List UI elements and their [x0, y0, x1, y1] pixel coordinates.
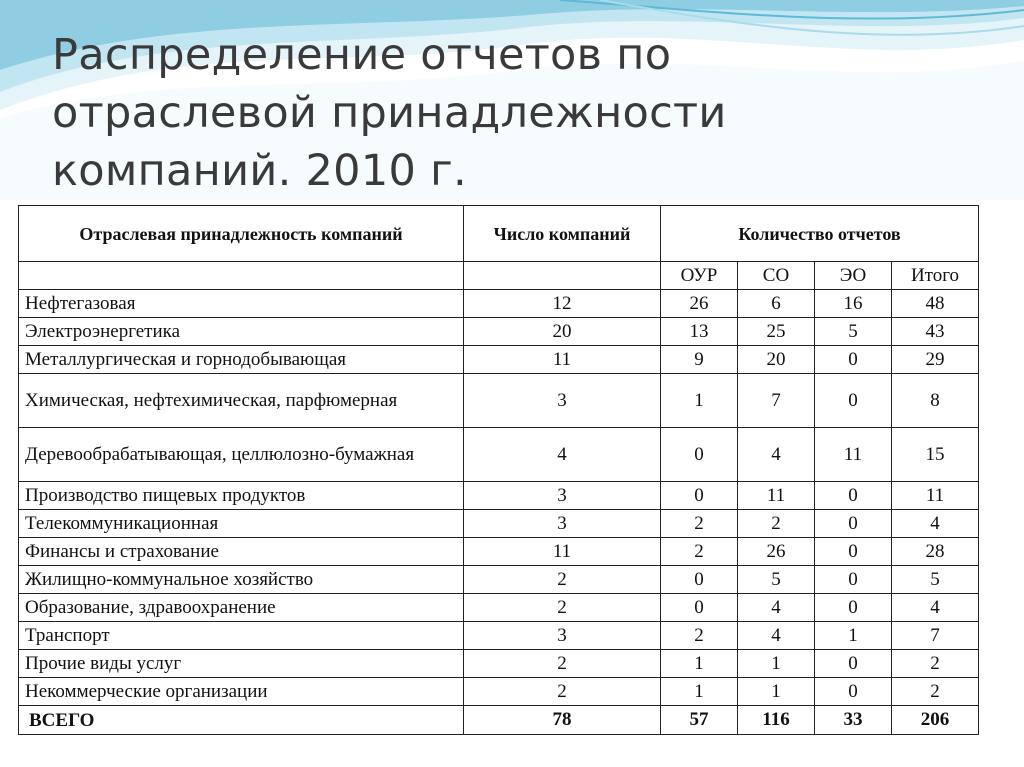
row-industry: Жилищно-коммунальное хозяйство — [19, 566, 464, 594]
row-eo: 0 — [815, 510, 892, 538]
row-industry: Телекоммуникационная — [19, 510, 464, 538]
row-so: 25 — [738, 318, 815, 346]
row-our: 1 — [661, 374, 738, 428]
table-row — [19, 318, 979, 346]
row-total: 2 — [892, 678, 979, 706]
total-companies: 78 — [464, 706, 661, 735]
row-our: 1 — [661, 650, 738, 678]
row-companies: 4 — [464, 428, 661, 482]
row-total: 5 — [892, 566, 979, 594]
row-companies: 2 — [464, 566, 661, 594]
row-total: 4 — [892, 510, 979, 538]
row-our: 26 — [661, 290, 738, 318]
table-subheader-row — [19, 262, 979, 290]
row-eo: 0 — [815, 566, 892, 594]
table-row — [19, 482, 979, 510]
title-line-1: Распределение отчетов по — [52, 30, 672, 80]
row-eo: 0 — [815, 594, 892, 622]
table-row — [19, 290, 979, 318]
row-so: 6 — [738, 290, 815, 318]
row-eo: 11 — [815, 428, 892, 482]
row-total: 28 — [892, 538, 979, 566]
row-eo: 5 — [815, 318, 892, 346]
row-companies: 3 — [464, 510, 661, 538]
table-row — [19, 566, 979, 594]
reports-table — [18, 205, 979, 735]
total-so: 116 — [738, 706, 815, 735]
row-total: 48 — [892, 290, 979, 318]
row-total: 11 — [892, 482, 979, 510]
row-so: 2 — [738, 510, 815, 538]
row-industry: Нефтегазовая — [19, 290, 464, 318]
row-our: 1 — [661, 678, 738, 706]
row-industry: Электроэнергетика — [19, 318, 464, 346]
table-row — [19, 510, 979, 538]
row-so: 1 — [738, 650, 815, 678]
row-total: 2 — [892, 650, 979, 678]
row-companies: 12 — [464, 290, 661, 318]
row-companies: 2 — [464, 594, 661, 622]
table-row — [19, 538, 979, 566]
row-industry: Финансы и страхование — [19, 538, 464, 566]
row-so: 11 — [738, 482, 815, 510]
row-our: 2 — [661, 622, 738, 650]
row-total: 29 — [892, 346, 979, 374]
row-companies: 11 — [464, 538, 661, 566]
row-industry: Образование, здравоохранение — [19, 594, 464, 622]
subheader-so: СО — [738, 262, 815, 290]
row-companies: 3 — [464, 622, 661, 650]
row-eo: 0 — [815, 678, 892, 706]
row-our: 2 — [661, 538, 738, 566]
row-our: 9 — [661, 346, 738, 374]
table-header-row — [19, 206, 979, 262]
header-industry: Отраслевая принадлежность компаний — [19, 206, 464, 262]
row-our: 0 — [661, 428, 738, 482]
row-eo: 1 — [815, 622, 892, 650]
header-companies: Число компаний — [464, 206, 661, 262]
row-companies: 2 — [464, 678, 661, 706]
subheader-empty-companies — [464, 262, 661, 290]
row-eo: 0 — [815, 538, 892, 566]
row-so: 5 — [738, 566, 815, 594]
row-companies: 11 — [464, 346, 661, 374]
table-row — [19, 374, 979, 428]
table-row — [19, 650, 979, 678]
row-so: 4 — [738, 428, 815, 482]
row-so: 1 — [738, 678, 815, 706]
row-so: 26 — [738, 538, 815, 566]
total-label: ВСЕГО — [19, 706, 464, 735]
row-industry: Некоммерческие организации — [19, 678, 464, 706]
row-industry: Химическая, нефтехимическая, парфюмерная — [19, 374, 464, 428]
row-so: 4 — [738, 594, 815, 622]
row-so: 20 — [738, 346, 815, 374]
title-line-3: компаний. 2010 г. — [52, 146, 467, 196]
table-row — [19, 428, 979, 482]
row-industry: Деревообрабатывающая, целлюлозно-бумажная — [19, 428, 464, 482]
total-eo: 33 — [815, 706, 892, 735]
row-industry: Производство пищевых продуктов — [19, 482, 464, 510]
title-line-2: отраслевой принадлежности — [52, 88, 727, 138]
row-so: 7 — [738, 374, 815, 428]
row-total: 7 — [892, 622, 979, 650]
subheader-eo: ЭО — [815, 262, 892, 290]
subheader-total: Итого — [892, 262, 979, 290]
header-reports: Количество отчетов — [661, 206, 979, 262]
table-total-row — [19, 706, 979, 735]
subheader-empty-industry — [19, 262, 464, 290]
slide-title — [52, 26, 952, 200]
row-total: 43 — [892, 318, 979, 346]
row-our: 0 — [661, 566, 738, 594]
row-industry: Металлургическая и горнодобывающая — [19, 346, 464, 374]
row-our: 0 — [661, 594, 738, 622]
table-row — [19, 678, 979, 706]
row-industry: Прочие виды услуг — [19, 650, 464, 678]
subheader-our: ОУР — [661, 262, 738, 290]
row-companies: 20 — [464, 318, 661, 346]
row-companies: 3 — [464, 482, 661, 510]
row-eo: 0 — [815, 374, 892, 428]
total-our: 57 — [661, 706, 738, 735]
table-row — [19, 594, 979, 622]
table-row — [19, 622, 979, 650]
row-our: 2 — [661, 510, 738, 538]
row-eo: 0 — [815, 346, 892, 374]
row-our: 0 — [661, 482, 738, 510]
row-total: 8 — [892, 374, 979, 428]
row-industry: Транспорт — [19, 622, 464, 650]
row-eo: 0 — [815, 482, 892, 510]
row-companies: 2 — [464, 650, 661, 678]
table-row — [19, 346, 979, 374]
row-total: 15 — [892, 428, 979, 482]
total-total: 206 — [892, 706, 979, 735]
row-our: 13 — [661, 318, 738, 346]
row-eo: 0 — [815, 650, 892, 678]
row-eo: 16 — [815, 290, 892, 318]
row-so: 4 — [738, 622, 815, 650]
row-companies: 3 — [464, 374, 661, 428]
row-total: 4 — [892, 594, 979, 622]
